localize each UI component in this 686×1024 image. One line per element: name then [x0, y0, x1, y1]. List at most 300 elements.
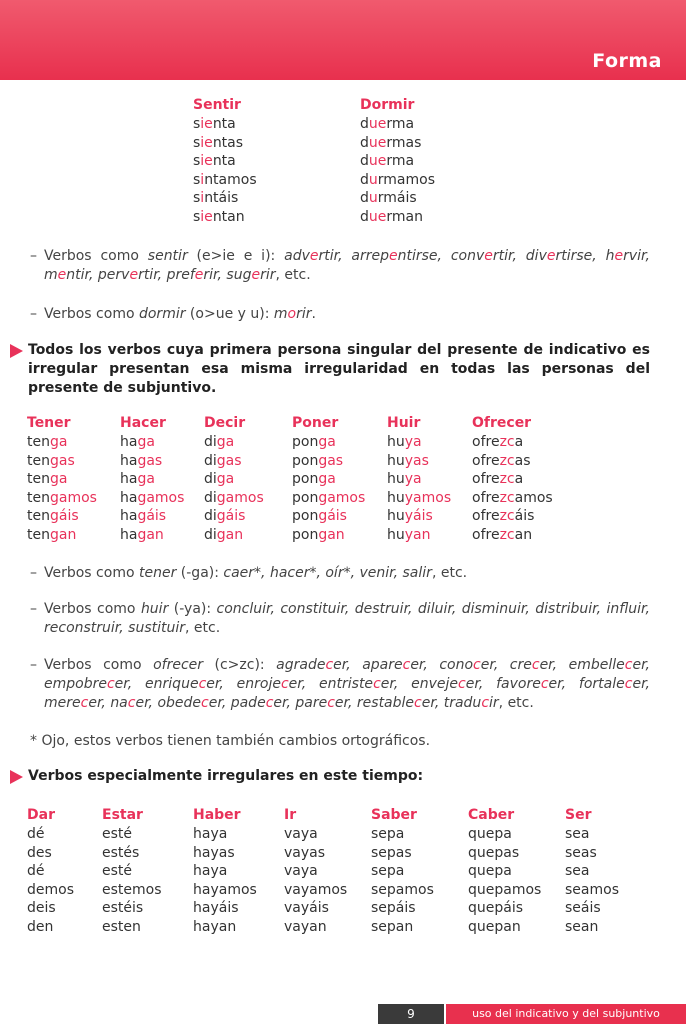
stem-segment: s	[193, 153, 201, 169]
verb-form	[27, 452, 97, 471]
stem-segment: pon	[292, 452, 319, 469]
verb-form	[387, 489, 451, 508]
stem-segment: di	[204, 434, 217, 450]
note-text: (c>zc):	[203, 657, 277, 673]
verb-form: quepa	[468, 863, 512, 879]
stem-segment: as	[514, 452, 531, 469]
verb-form	[360, 152, 435, 171]
stem-segment: an	[514, 526, 533, 543]
verb-form: vayan	[284, 918, 327, 935]
page-number: 9	[378, 1004, 444, 1024]
verb-form	[120, 433, 184, 452]
stem-segment: ntan	[212, 208, 245, 225]
header-band	[0, 0, 686, 80]
rule-text: Verbos especialmente irregulares en este tiempo:	[28, 768, 424, 784]
irregular-letters: e	[614, 248, 624, 264]
stem-segment: ntas	[212, 134, 244, 151]
irregular-segment: ie	[200, 116, 213, 132]
verb-example: ir	[489, 695, 499, 711]
irregular-segment: ie	[200, 153, 213, 169]
stem-segment: pon	[292, 489, 319, 506]
verb-heading: Decir	[204, 415, 246, 431]
verb-form: hayan	[193, 918, 237, 935]
verb-form	[387, 452, 451, 471]
irregular-letters: e	[194, 267, 204, 283]
stem-segment: ten	[27, 526, 50, 543]
verb-example: ofrecer	[153, 657, 204, 673]
irregular-segment: ga	[216, 471, 235, 487]
verb-form	[193, 171, 257, 190]
irregular-letters: c	[481, 695, 490, 711]
verb-example: ntirse, conv	[397, 248, 485, 264]
stem-segment: ntáis	[204, 190, 239, 206]
footnote-orthographic	[30, 732, 650, 751]
arrow-bullet-icon	[10, 344, 23, 358]
verb-example: rir, sug	[203, 267, 252, 283]
note-text: , etc.	[185, 620, 221, 636]
section-title: Forma	[592, 50, 662, 72]
stem-segment: rmáis	[377, 190, 417, 206]
verb-form: quepan	[468, 918, 521, 935]
note-body	[44, 305, 650, 324]
irregular-segment: gas	[216, 452, 242, 469]
stem-segment: ten	[27, 452, 50, 469]
verb-form	[193, 152, 257, 171]
irregular-segment: zc	[499, 526, 515, 543]
stem-segment: pon	[292, 508, 319, 524]
irregular-segment: gan	[318, 526, 345, 543]
note-text: , etc.	[275, 267, 311, 283]
irregular-segment: u	[368, 171, 378, 188]
verb-form: seas	[565, 844, 597, 861]
stem-segment: nta	[212, 153, 236, 169]
note-body	[44, 656, 650, 713]
stem-segment: d	[360, 134, 369, 151]
irregular-letters: c	[325, 657, 334, 673]
stem-segment: pon	[292, 526, 319, 543]
verb-column	[468, 806, 541, 936]
stem-segment: d	[360, 116, 369, 132]
stem-segment: ha	[120, 526, 138, 543]
stem-segment: ha	[120, 434, 138, 450]
verb-form: sea	[565, 863, 590, 879]
irregular-segment: ga	[216, 434, 235, 450]
verb-form: haya	[193, 826, 228, 842]
verb-example: rir	[296, 306, 312, 322]
stem-segment: s	[193, 134, 201, 151]
verb-example: er, cre	[480, 657, 532, 673]
irregular-segment: ga	[318, 471, 336, 487]
verb-example: m	[273, 306, 288, 322]
verb-form: hayamos	[193, 881, 257, 898]
verb-form: vaya	[284, 826, 318, 842]
verb-example: er, favore	[465, 676, 541, 692]
irregular-segment: gamos	[318, 489, 366, 506]
irregular-letters: c	[458, 676, 466, 692]
irregular-letters: c	[80, 695, 89, 711]
verb-form: quepas	[468, 844, 520, 861]
verb-form	[120, 526, 184, 545]
verb-form: estemos	[102, 881, 162, 898]
verb-form	[193, 189, 257, 208]
verb-column	[193, 806, 257, 936]
verb-form: sepa	[371, 863, 405, 879]
stem-segment: ofre	[472, 489, 500, 506]
stem-segment: s	[193, 190, 201, 206]
verb-column	[27, 806, 74, 936]
verb-form: quepamos	[468, 881, 542, 898]
stem-segment: hu	[387, 452, 405, 469]
verb-form	[360, 189, 435, 208]
verb-form: estés	[102, 844, 140, 861]
irregular-segment: u	[368, 190, 378, 206]
irregular-letters: e	[129, 267, 139, 283]
verb-form: quepa	[468, 826, 512, 842]
dash: –	[30, 565, 37, 581]
dash: –	[30, 306, 37, 322]
verb-example: ntir, perv	[66, 267, 130, 283]
irregular-segment: gas	[318, 452, 344, 469]
irregular-letters: c	[127, 695, 136, 711]
verb-form: vayáis	[284, 900, 329, 916]
irregular-letters: c	[265, 695, 274, 711]
irregular-segment: yáis	[404, 508, 433, 524]
stem-segment: ten	[27, 489, 50, 506]
footnote-text: * Ojo, estos verbos tienen también cambios ortográficos.	[30, 733, 431, 749]
stem-segment: ha	[120, 508, 138, 524]
verb-form: sepamos	[371, 881, 434, 898]
irregular-segment: zc	[499, 508, 515, 524]
irregular-letters: e	[57, 267, 67, 283]
irregular-letters: c	[198, 676, 207, 692]
verb-example: er, na	[88, 695, 128, 711]
stem-segment: hu	[387, 526, 405, 543]
irregular-letters: e	[546, 248, 556, 264]
verb-form	[472, 433, 553, 452]
stem-segment: ofre	[472, 452, 500, 469]
verb-heading: Huir	[387, 415, 421, 431]
verb-form	[360, 171, 435, 190]
footer-section-label: uso del indicativo y del subjuntivo	[446, 1004, 686, 1024]
stem-segment: a	[514, 434, 524, 450]
irregular-segment: ie	[200, 134, 213, 151]
verb-form: sean	[565, 918, 599, 935]
irregular-segment: gáis	[216, 508, 246, 524]
verb-example: rtir, arrep	[318, 248, 389, 264]
stem-segment: s	[193, 171, 201, 188]
verb-form	[360, 208, 435, 227]
verb-heading: Saber	[371, 807, 417, 823]
stem-segment: s	[193, 208, 201, 225]
verb-example: er, empobre	[44, 657, 650, 692]
irregular-segment: ga	[49, 471, 68, 487]
verb-form	[360, 134, 435, 153]
verb-heading: Dormir	[360, 97, 415, 113]
verb-heading: Estar	[102, 807, 143, 823]
verb-form	[204, 452, 264, 471]
irregular-segment: yan	[404, 526, 431, 543]
irregular-letters: e	[389, 248, 398, 264]
verb-example: adv	[284, 248, 310, 264]
stem-segment: ten	[27, 508, 50, 524]
verb-form: sepan	[371, 918, 414, 935]
verb-heading: Sentir	[193, 97, 241, 113]
irregular-letters: c	[402, 657, 411, 673]
note-text: (-ga):	[176, 565, 224, 581]
stem-segment: d	[360, 153, 369, 169]
verb-form: vaya	[284, 863, 318, 879]
irregular-segment: zc	[499, 471, 515, 487]
stem-segment: ha	[120, 452, 138, 469]
verb-form	[204, 489, 264, 508]
verb-form: sepa	[371, 826, 405, 842]
verb-heading: Haber	[193, 807, 241, 823]
verb-example: er, apare	[333, 657, 403, 673]
irregular-letters: c	[327, 695, 335, 711]
verb-example: er, entriste	[288, 676, 374, 692]
verb-form: hayas	[193, 844, 235, 861]
verb-example: er, enveje	[380, 676, 459, 692]
verb-column	[292, 414, 365, 544]
verb-heading: Dar	[27, 807, 55, 823]
verb-form	[387, 526, 451, 545]
irregular-segment: gáis	[318, 508, 347, 524]
verb-example: huir	[140, 601, 169, 617]
irregular-segment: ue	[368, 153, 387, 169]
note-body	[44, 247, 650, 285]
note-text: , etc.	[431, 565, 468, 581]
irregular-segment: gamos	[216, 489, 264, 506]
dash: –	[30, 601, 37, 617]
arrow-bullet-icon	[10, 770, 23, 784]
note-text: Verbos como	[44, 601, 141, 617]
verb-form	[472, 507, 553, 526]
irregular-letters: c	[624, 676, 633, 692]
verb-form	[472, 470, 553, 489]
irregular-letters: c	[201, 695, 209, 711]
irregular-letters: c	[280, 676, 289, 692]
irregular-segment: zc	[499, 489, 515, 506]
verb-form	[193, 134, 257, 153]
note-huir-verbs	[30, 600, 650, 638]
stem-segment: ofre	[472, 526, 500, 543]
verb-example: sentir	[147, 248, 188, 264]
verb-example: dormir	[138, 306, 186, 322]
stem-segment: di	[204, 526, 217, 543]
verb-example: er, cono	[410, 657, 474, 673]
verb-example: h	[605, 248, 615, 264]
verb-form: den	[27, 918, 54, 935]
rule-first-person-irregular	[10, 341, 650, 398]
verb-form	[360, 115, 435, 134]
note-text: (e>ie e i):	[187, 248, 285, 264]
irregular-segment: gan	[49, 526, 77, 543]
verb-form	[292, 452, 365, 471]
verb-example: er, tradu	[421, 695, 482, 711]
irregular-letters: o	[287, 306, 297, 322]
verb-column	[371, 806, 434, 936]
verb-example: er, mere	[44, 676, 650, 711]
verb-heading: Ir	[284, 807, 297, 823]
note-text: Verbos como	[44, 657, 154, 673]
verb-form	[472, 452, 553, 471]
dash: –	[30, 657, 37, 673]
verb-heading: Poner	[292, 415, 339, 431]
rule-especially-irregular	[10, 767, 650, 786]
verb-form	[120, 452, 184, 471]
stem-segment: di	[204, 489, 217, 506]
stem-segment: hu	[387, 508, 405, 524]
irregular-segment: ga	[49, 434, 68, 450]
rule-text: Todos los verbos cuya primera persona singular del presente de indicativo es irregular presentan esa misma irregularidad en todas las personas del presente de subjuntivo.	[28, 342, 650, 396]
verb-form	[472, 526, 553, 545]
irregular-segment: i	[200, 190, 205, 206]
irregular-segment: ue	[368, 134, 387, 151]
note-text: Verbos como	[44, 565, 139, 581]
verb-form: des	[27, 844, 52, 861]
verb-form: esté	[102, 826, 133, 842]
verb-example: caer*, hacer*, oír*, venir, salir	[223, 565, 432, 581]
note-body	[44, 564, 650, 583]
stem-segment: hu	[387, 489, 405, 506]
verb-form	[120, 507, 184, 526]
stem-segment: ten	[27, 471, 50, 487]
verb-example: rtir, pref	[138, 267, 195, 283]
verb-form: hayáis	[193, 900, 239, 916]
irregular-segment: zc	[499, 434, 515, 450]
stem-segment: rmas	[386, 134, 422, 151]
verb-heading: Ofrecer	[472, 415, 532, 431]
verb-example: er, obede	[135, 695, 202, 711]
note-ofrecer-verbs	[30, 656, 650, 713]
verb-column	[360, 96, 435, 226]
verb-form	[292, 470, 365, 489]
verb-example: er, fortale	[548, 676, 625, 692]
verb-example: er, enroje	[206, 676, 281, 692]
stem-segment: di	[204, 508, 217, 524]
stem-segment: ofre	[472, 434, 500, 450]
stem-segment: áis	[514, 508, 535, 524]
verb-form	[204, 470, 264, 489]
irregular-letters: c	[106, 676, 115, 692]
verb-heading: Tener	[27, 415, 71, 431]
irregular-segment: yas	[404, 452, 429, 469]
verb-form: esté	[102, 863, 133, 879]
note-text: Verbos como	[44, 248, 148, 264]
irregular-segment: gáis	[49, 508, 79, 524]
verb-form	[27, 470, 97, 489]
stem-segment: rmamos	[377, 171, 435, 188]
stem-segment: amos	[514, 489, 553, 506]
stem-segment: rman	[386, 208, 423, 225]
verb-form: haya	[193, 863, 228, 879]
stem-segment: di	[204, 452, 217, 469]
verb-form	[387, 433, 451, 452]
irregular-segment: ga	[137, 471, 155, 487]
verb-form	[292, 489, 365, 508]
verb-form	[472, 489, 553, 508]
paradigm-table-especially-irregular	[0, 806, 686, 941]
note-text: (o>ue y u):	[185, 306, 274, 322]
verb-column	[120, 414, 184, 544]
stem-segment: rma	[386, 153, 415, 169]
verb-form: seamos	[565, 881, 619, 898]
stem-segment: hu	[387, 471, 405, 487]
stem-segment: ten	[27, 434, 50, 450]
note-body	[44, 600, 650, 638]
stem-segment: d	[360, 208, 369, 225]
verb-form: dé	[27, 826, 45, 842]
note-tener-verbs	[30, 564, 650, 583]
verb-form	[120, 489, 184, 508]
irregular-segment: gan	[137, 526, 164, 543]
stem-segment: ofre	[472, 508, 500, 524]
stem-segment: di	[204, 471, 217, 487]
irregular-segment: zc	[499, 452, 515, 469]
irregular-letters: c	[531, 657, 540, 673]
verb-example: er, pade	[208, 695, 266, 711]
irregular-letters: c	[624, 657, 633, 673]
verb-form: dé	[27, 863, 45, 879]
verb-form	[193, 208, 257, 227]
stem-segment: s	[193, 116, 201, 132]
verb-form	[292, 526, 365, 545]
irregular-letters: e	[251, 267, 261, 283]
irregular-segment: ie	[200, 208, 213, 225]
verb-form	[27, 526, 97, 545]
stem-segment: d	[360, 190, 369, 206]
verb-form	[204, 526, 264, 545]
irregular-segment: ga	[137, 434, 155, 450]
verb-form	[27, 507, 97, 526]
irregular-letters: e	[309, 248, 319, 264]
verb-form: sepas	[371, 844, 412, 861]
stem-segment: rma	[386, 116, 415, 132]
verb-example: er, enrique	[114, 676, 199, 692]
verb-example: tener	[138, 565, 177, 581]
verb-example: rvir, m	[44, 248, 650, 283]
verb-form	[204, 507, 264, 526]
irregular-segment: ya	[404, 434, 422, 450]
irregular-segment: gamos	[49, 489, 97, 506]
verb-column	[387, 414, 451, 544]
stem-segment: ntamos	[204, 171, 257, 188]
note-text: Verbos como	[44, 306, 139, 322]
verb-form: demos	[27, 881, 74, 898]
irregular-segment: gáis	[137, 508, 167, 524]
verb-column	[284, 806, 347, 936]
verb-column	[27, 414, 97, 544]
irregular-segment: yamos	[404, 489, 452, 506]
verb-example: rir	[260, 267, 276, 283]
stem-segment: hu	[387, 434, 405, 450]
verb-column	[193, 96, 257, 226]
irregular-letters: e	[484, 248, 493, 264]
verb-form	[120, 470, 184, 489]
irregular-letters: c	[473, 657, 481, 673]
irregular-segment: gas	[137, 452, 163, 469]
irregular-segment: gan	[216, 526, 244, 543]
verb-column	[102, 806, 162, 936]
irregular-segment: ue	[368, 208, 387, 225]
stem-segment: nta	[212, 116, 236, 132]
verb-example: rtirse,	[555, 248, 606, 264]
stem-segment: ha	[120, 489, 138, 506]
verb-example: concluir, constituir, destruir, diluir, disminuir, distribuir, influir, reconstruir, sustituir	[44, 601, 650, 636]
verb-form: seáis	[565, 900, 601, 916]
verb-heading: Caber	[468, 807, 515, 823]
verb-example: er, pare	[273, 695, 328, 711]
